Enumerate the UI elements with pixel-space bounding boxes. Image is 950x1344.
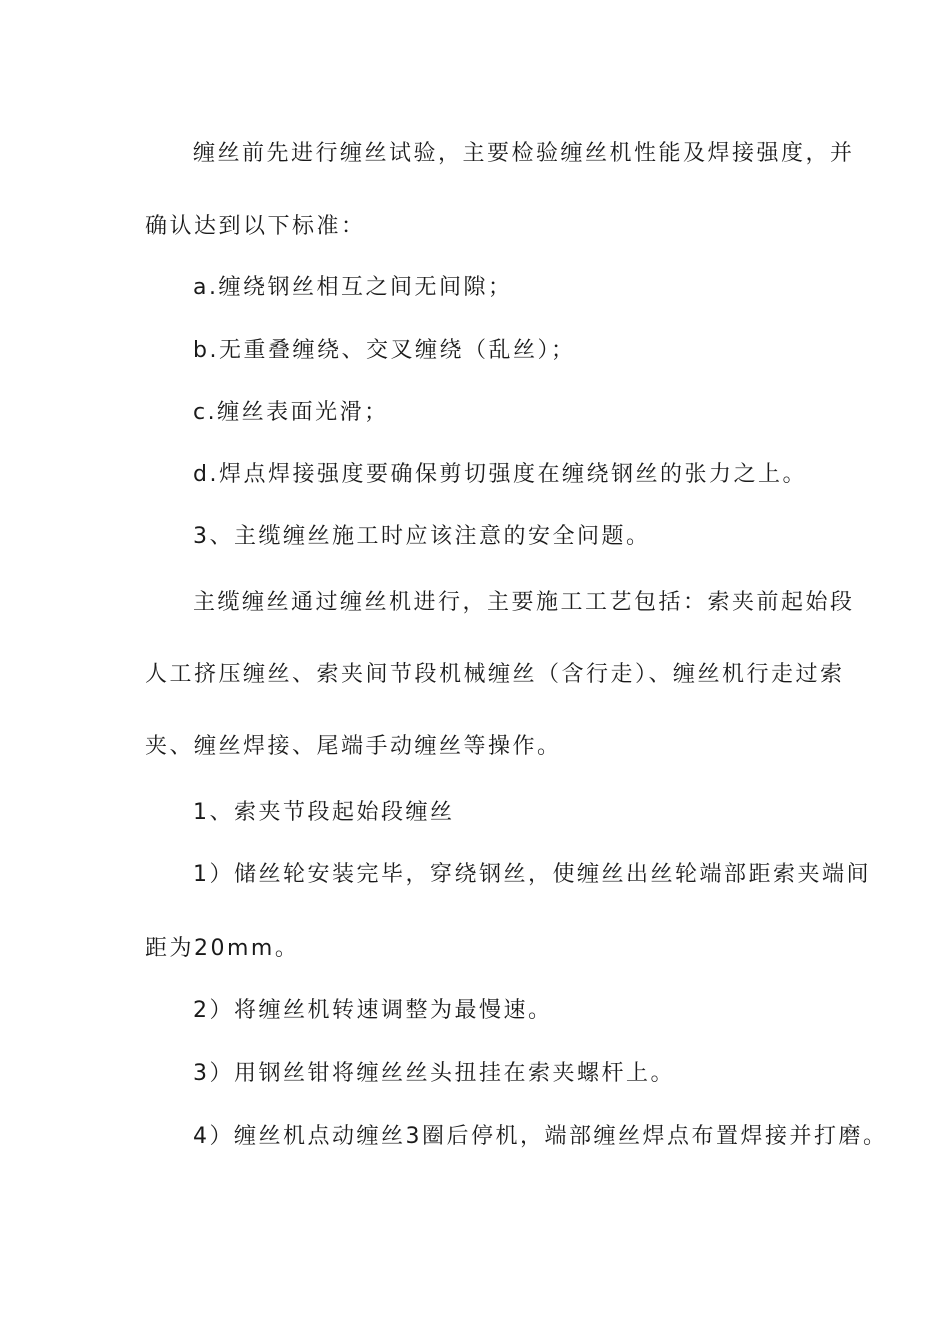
step-line: 3）用钢丝钳将缠丝丝头扭挂在索夹螺杆上。 — [193, 1061, 675, 1086]
paragraph-line: 夹、缠丝焊接、尾端手动缠丝等操作。 — [145, 734, 562, 759]
paragraph-line: 确认达到以下标准： — [145, 214, 366, 239]
paragraph-line: 缠丝前先进行缠丝试验，主要检验缠丝机性能及焊接强度，并 — [193, 141, 855, 166]
step-line: 1）储丝轮安装完毕，穿绕钢丝，使缠丝出丝轮端部距索夹端间 — [193, 862, 871, 887]
list-item-b: b.无重叠缠绕、交叉缠绕（乱丝）； — [193, 338, 576, 363]
paragraph-line: 人工挤压缠丝、索夹间节段机械缠丝（含行走）、缠丝机行走过索 — [145, 662, 845, 687]
list-item-a: a.缠绕钢丝相互之间无间隙； — [193, 275, 513, 300]
step-line: 2）将缠丝机转速调整为最慢速。 — [193, 998, 553, 1023]
step-line: 距为20mm。 — [145, 936, 300, 961]
step-line: 4）缠丝机点动缠丝3圈后停机，端部缠丝焊点布置焊接并打磨。 — [193, 1124, 888, 1149]
paragraph-line: 主缆缠丝通过缠丝机进行，主要施工工艺包括：索夹前起始段 — [193, 590, 855, 615]
list-item-c: c.缠丝表面光滑； — [193, 400, 389, 425]
section-heading: 3、主缆缠丝施工时应该注意的安全问题。 — [193, 524, 651, 549]
list-item-d: d.焊点焊接强度要确保剪切强度在缠绕钢丝的张力之上。 — [193, 462, 807, 487]
subsection-heading: 1、索夹节段起始段缠丝 — [193, 800, 455, 825]
